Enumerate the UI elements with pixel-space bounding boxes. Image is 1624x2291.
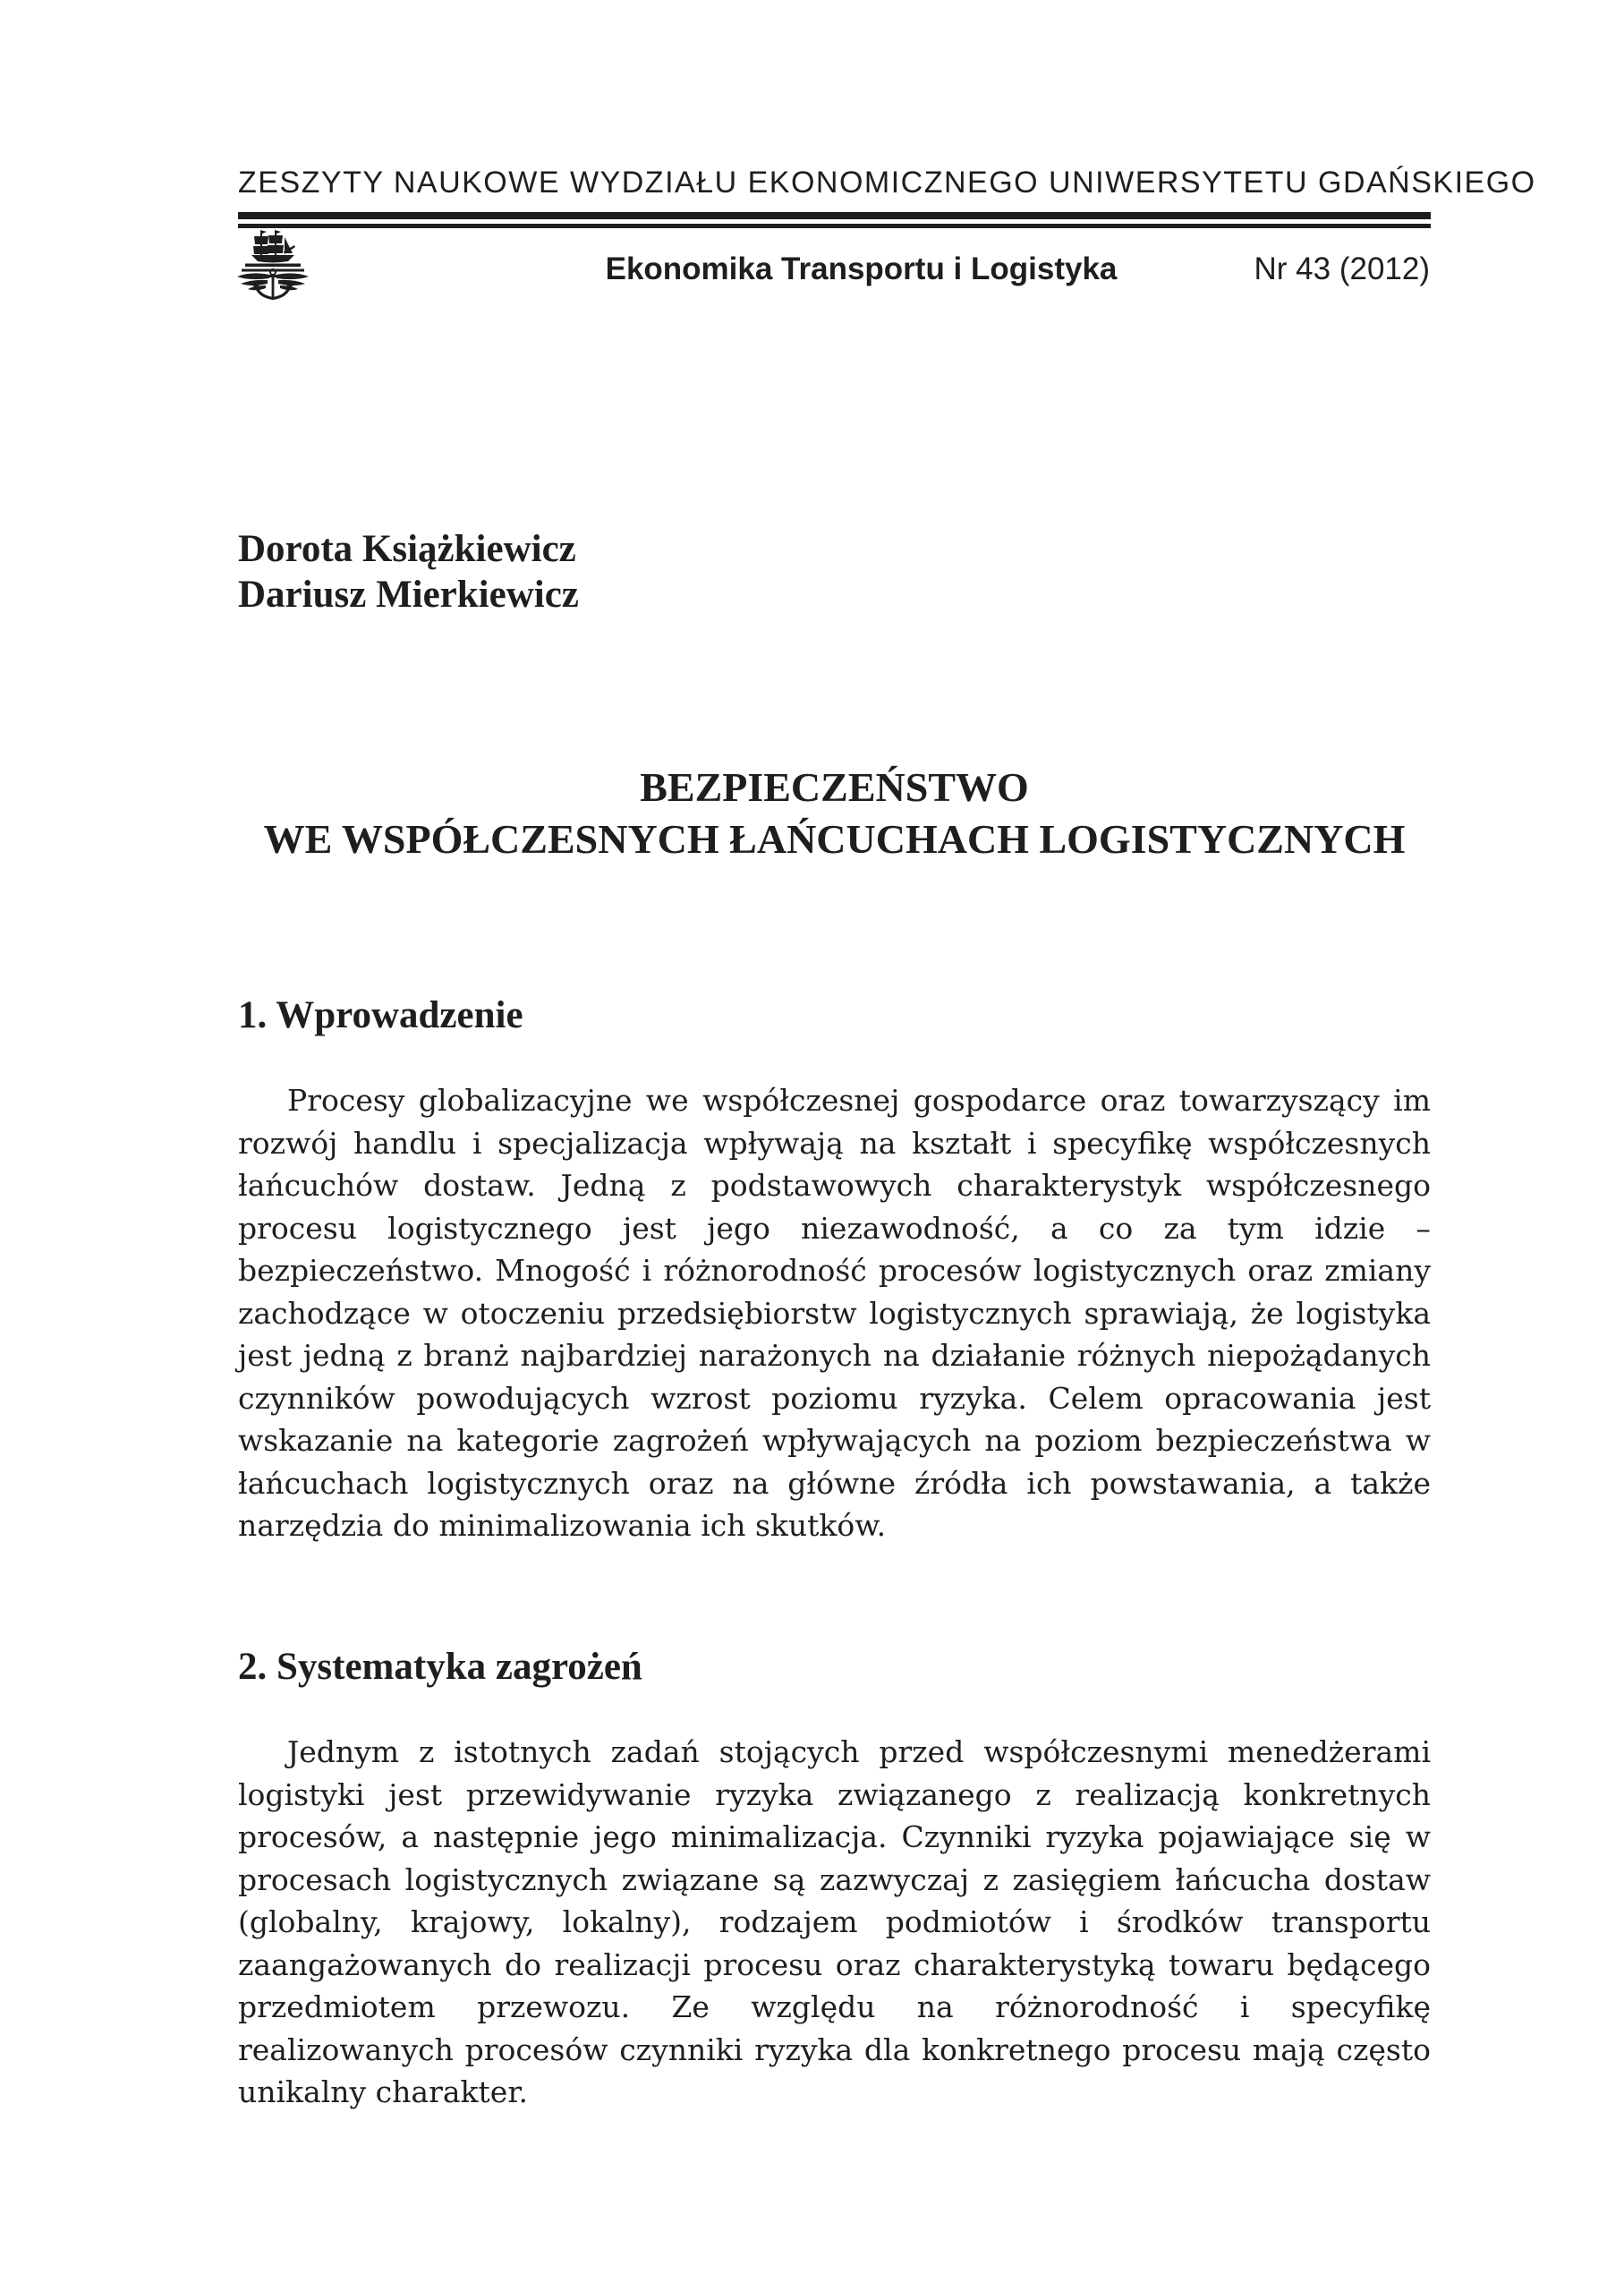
section-1-paragraph: Procesy globalizacyjne we współczesnej gospodarce oraz towarzyszący im rozwój handlu i specjalizacja wpływają na kształt i specyfikę współczesnych łańcuchów dostaw. Jedną z podstawowych charakterystyk współczesnego procesu logistycznego jest jego niezawodność, a co za tym idzie – bezpieczeństwo. Mnogość i różnorodność procesów logistycznych oraz zmiany zachodzące w otoczeniu przedsiębiorstw logistycznych sprawiają, że logistyka jest jedną z branż najbardziej narażonych na działanie różnych niepożądanych czynników powodujących wzrost poziomu ryzyka. Celem opracowania jest wskazanie na kategorie zagrożeń wpływających na poziom bezpieczeństwa w łańcuchach logistycznych oraz na główne źródła ich powstawania, a także narzędzia do minimalizowania ich skutków. <box>238 1083 1431 1543</box>
masthead-rule-thin <box>238 224 1431 228</box>
article-title-line-2: WE WSPÓŁCZESNYCH ŁAŃCUCHACH LOGISTYCZNYCH <box>263 816 1406 862</box>
article-title-line-1: BEZPIECZEŃSTWO <box>640 764 1029 810</box>
section-2-paragraph: Jednym z istotnych zadań stojących przed współczesnymi menedżerami logistyki jest przewidywanie ryzyka związanego z realizacją konkretnych procesów, a następnie jego minimalizacja. Czynniki ryzyka pojawiające się w procesach logistycznych związane są zazwyczaj z zasięgiem łańcucha dostaw (globalny, krajowy, lokalny), rodzajem podmiotów i środków transportu zaangażowanych do realizacji procesu oraz charakterystyką towaru będącego przedmiotem przewozu. Ze względu na różnorodność i specyfikę realizowanych procesów czynniki ryzyka dla konkretnego procesu mają często unikalny charakter. <box>238 1734 1431 2109</box>
journal-name: Ekonomika Transportu i Logistyka <box>605 251 1118 286</box>
masthead-rule-thick <box>238 212 1431 219</box>
author-2: Dariusz Mierkiewicz <box>238 574 579 616</box>
masthead-series-title: ZESZYTY NAUKOWE WYDZIAŁU EKONOMICZNEGO UNIWERSYTETU GDAŃSKIEGO <box>238 166 1536 200</box>
author-list <box>238 526 579 617</box>
author-1: Dorota Książkiewicz <box>238 528 576 570</box>
article-title <box>238 762 1431 865</box>
section-1-heading: 1. Wprowadzenie <box>238 994 523 1036</box>
issue-number: Nr 43 (2012) <box>1254 251 1430 286</box>
section-2-heading: 2. Systematyka zagrożeń <box>238 1646 642 1688</box>
